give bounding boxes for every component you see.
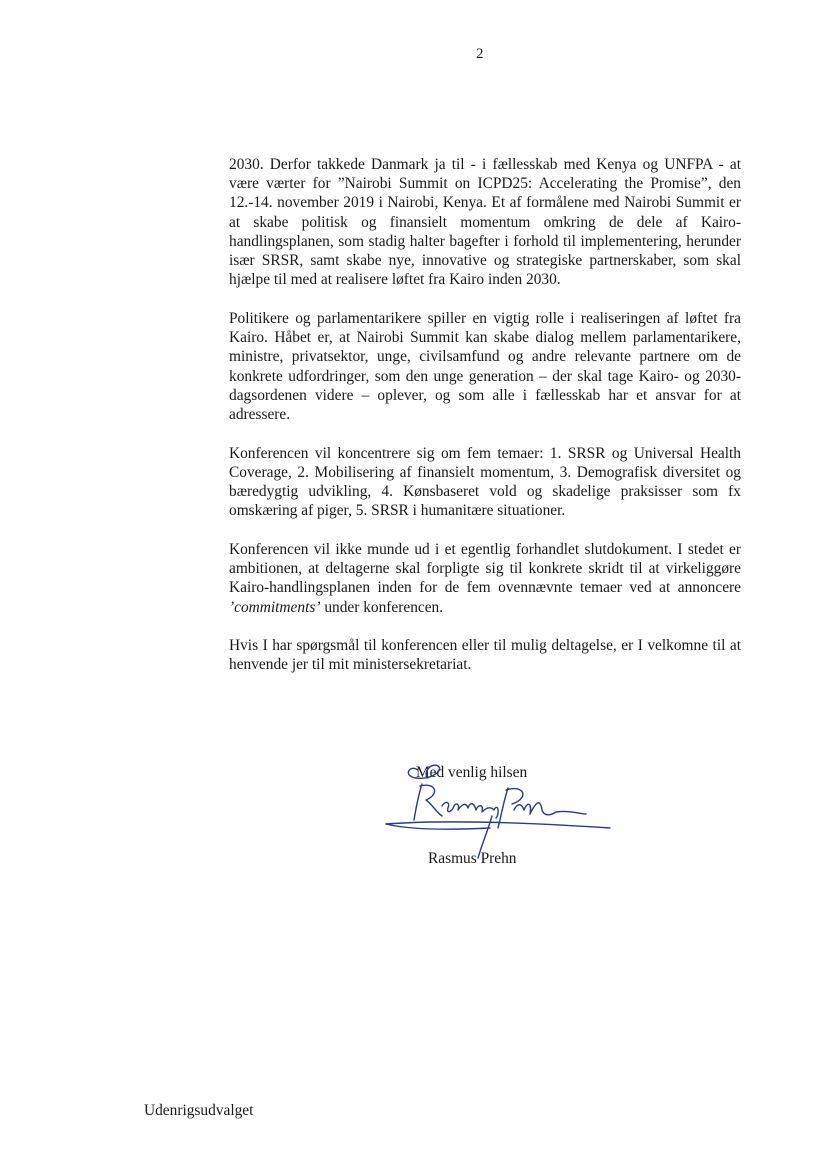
page-number: 2 [476,46,484,62]
paragraph-five-themes: Konferencen vil koncentrere sig om fem temaer: 1. SRSR og Universal Health Coverage, 2. Mobilisering af finansielt momentum, 3. Demografisk diversitet og bæredygtig udvikling, 4. Kønsbaseret vold og skadelige praksisser som fx omskæring af piger, 5. SRSR i humanitære situationer. [229,444,741,520]
letter-body [229,155,741,694]
paragraph-nairobi-summit: 2030. Derfor takkede Danmark ja til - i fællesskab med Kenya og UNFPA - at være værter for ”Nairobi Summit on ICPD25: Accelerating the Promise”, den 12.-14. november 2019 i Nairobi, Kenya. Et af formålene med Nairobi Summit er at skabe politisk og finansielt momentum omkring de dele af Kairo-handlingsplanen, som stadig halter bagefter i forhold til implementering, herunder især SRSR, samt skabe nye, innovative og strategiske partnerskaber, som skal hjælpe til med at realisere løftet fra Kairo inden 2030. [229,156,741,289]
commitments-emphasis: ’commitments’ [229,598,321,616]
closing-salutation: Med venlig hilsen [416,764,528,781]
footer-recipient: Udenrigsudvalget [144,1102,254,1119]
commitments-text-before: Konferencen vil ikke munde ud i et egentlig forhandlet slutdokument. I stedet er ambitionen, at deltagerne skal forpligte sig til konkrete skridt til at virkeliggøre Kairo-handlingsplanen inden for de fem ovennævnte temaer ved at annoncere [229,540,741,597]
paragraph-politicians-role: Politikere og parlamentarikere spiller en vigtig rolle i realiseringen af løftet fra Kairo. Håbet er, at Nairobi Summit kan skabe dialog mellem parlamentarikere, ministre, privatsektor, unge, civilsamfund og andre relevante partnere om de konkrete udfordringer, som den unge generation – der skal tage Kairo- og 2030-dagsordenen videre – oplever, og som alle i fællesskab har et ansvar for at adressere. [229,309,741,423]
paragraph-commitments [229,540,741,617]
signer-name: Rasmus Prehn [428,850,517,867]
paragraph-questions: Hvis I har spørgsmål til konferencen eller til mulig deltagelse, er I velkomne til at henvende jer til mit ministersekretariat. [229,637,741,674]
commitments-text-after: under konferencen. [320,598,444,616]
